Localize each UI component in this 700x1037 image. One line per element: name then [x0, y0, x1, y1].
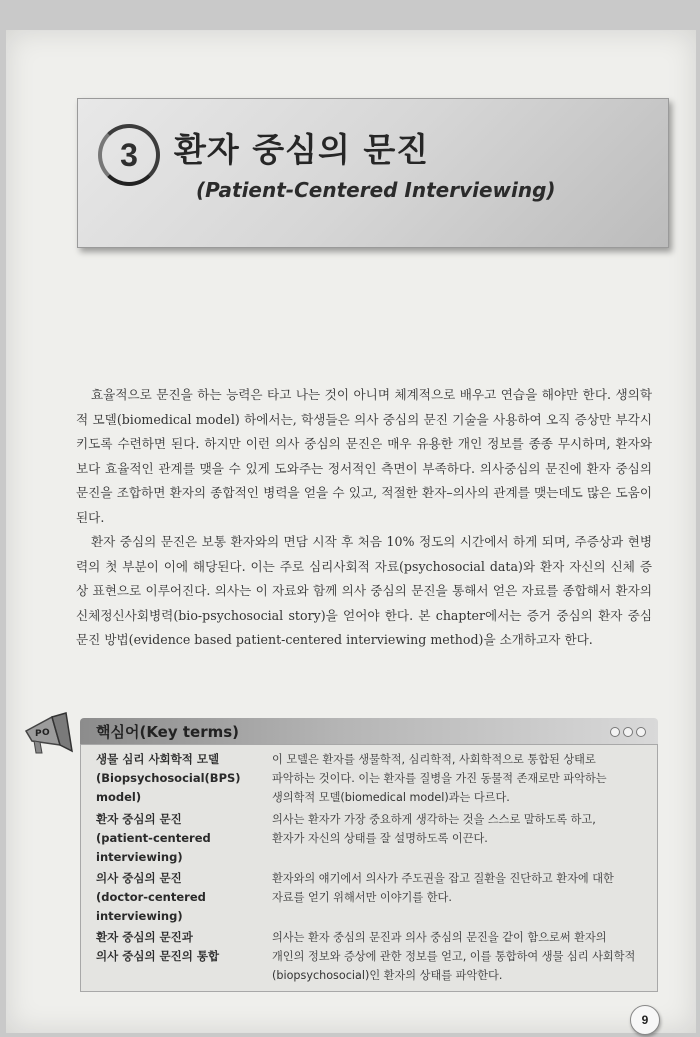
page-number: 9	[630, 1005, 660, 1035]
key-term: 환자 중심의 문진과 의사 중심의 문진의 통합	[96, 930, 220, 963]
key-term: 생물 심리 사회학적 모델 (Biopsychosocial(BPS) model)	[96, 752, 241, 804]
key-term-row	[96, 810, 646, 867]
svg-text:P: P	[35, 729, 42, 739]
key-term: 환자 중심의 문진 (patient-centered interviewing)	[96, 812, 211, 864]
chapter-subtitle: (Patient-Centered Interviewing)	[196, 178, 556, 202]
body-text	[76, 383, 652, 653]
key-term-definition: 의사는 환자 중심의 문진과 의사 중심의 문진을 같이 함으로써 환자의 개인의 정보와 증상에 관한 정보를 얻고, 이를 통합하여 생물 심리 사회학적 (biopsychosocial)인 환자의 상태를 파악한다.	[272, 931, 636, 982]
paragraph: 효율적으로 문진을 하는 능력은 타고 나는 것이 아니며 체계적으로 배우고 연습을 해야만 한다. 생의학적 모델(biomedical model) 하에서는, 학생들은 의사 중심의 문진 기술을 사용하여 오직 증상만 부각시키도록 수련하면 된다. 하지만 이런 의사 중심의 문진은 매우 유용한 개인 정보를 종종 무시하며, 환자와 보다 효율적인 관계를 맺을 수 있게 도와주는 정서적인 측면이 부족하다. 의사중심의 문진에 환자 중심의 문진을 조합하면 환자의 종합적인 병력을 얻을 수 있고, 적절한 환자–의사의 관계를 맺는데도 많은 도움이 된다.	[76, 387, 652, 525]
dot-icon	[623, 727, 633, 737]
key-terms-title: 핵심어(Key terms)	[96, 723, 240, 741]
key-term-definition: 이 모델은 환자를 생물학적, 심리학적, 사회학적으로 통합된 상태로 파악하는 것이다. 이는 환자를 질병을 가진 동물적 존재로만 파악하는 생의학적 모델(biomedical model)과는 다르다.	[272, 753, 607, 804]
key-term-definition: 의사는 환자가 가장 중요하게 생각하는 것을 스스로 말하도록 하고, 환자가 자신의 상태를 잘 설명하도록 이끈다.	[272, 813, 596, 845]
chapter-header-box	[77, 98, 669, 248]
chapter-title: 환자 중심의 문진	[174, 130, 430, 169]
key-term-definition: 환자와의 얘기에서 의사가 주도권을 잡고 질환을 진단하고 환자에 대한 자료를 얻기 위해서만 이야기를 한다.	[272, 872, 614, 904]
dot-icon	[610, 727, 620, 737]
dot-icon	[636, 727, 646, 737]
paragraph: 환자 중심의 문진은 보통 환자와의 면담 시작 후 처음 10% 정도의 시간에서 하게 되며, 주증상과 현병력의 첫 부분이 이에 해당된다. 이는 주로 심리사회적 자료(psychosocial data)와 환자 자신의 신체 증상 표현으로 이루어진다. 의사는 이 자료와 함께 의사 중심의 문진을 통해서 얻은 자료를 종합해서 환자의 신체정신사회병력(bio-psychosocial story)을 얻어야 한다. 본 chapter에서는 증거 중심의 환자 중심 문진 방법(evidence based patient-centered interviewing method)을 소개하고자 한다.	[76, 534, 652, 647]
megaphone-icon	[22, 711, 78, 757]
svg-text:O: O	[42, 728, 50, 738]
key-term: 의사 중심의 문진 (doctor-centered interviewing)	[96, 871, 206, 923]
chapter-number: 3	[98, 124, 160, 186]
key-term-row	[96, 869, 646, 926]
key-term-row	[96, 750, 646, 807]
key-term-row	[96, 928, 646, 985]
header-dots	[610, 727, 646, 737]
